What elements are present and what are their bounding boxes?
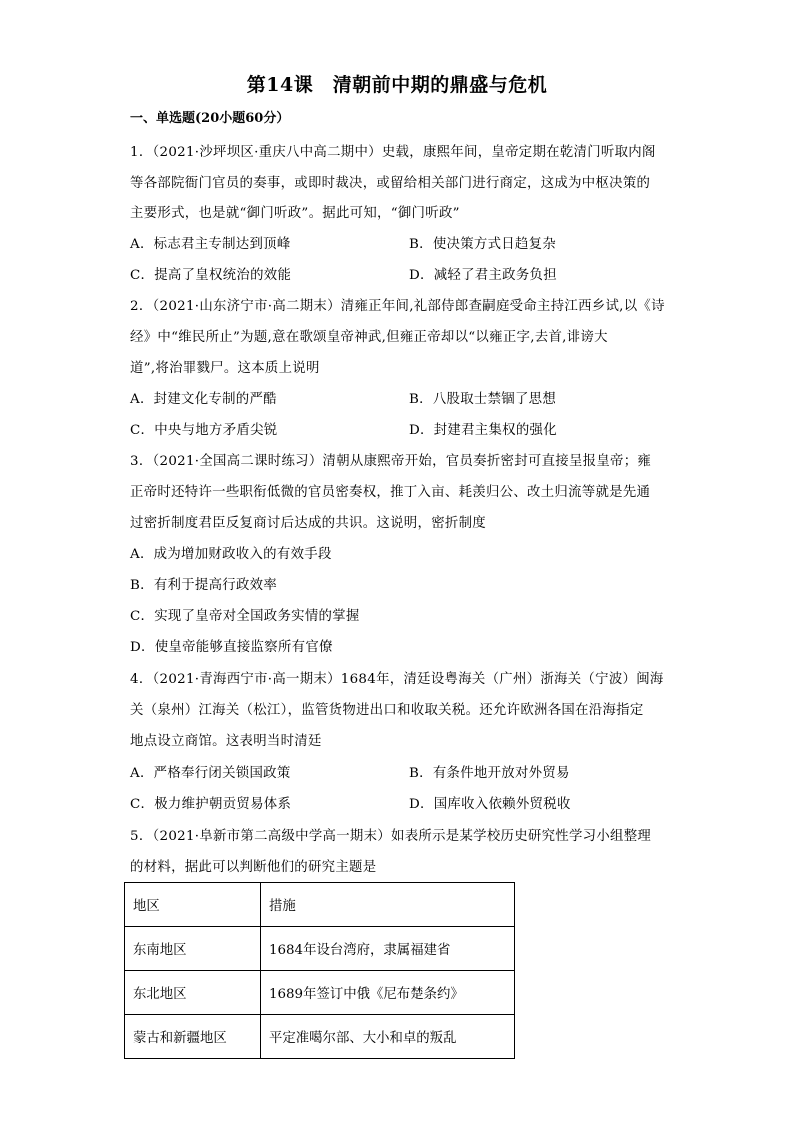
question-1-line-1: 1．（2021·沙坪坝区·重庆八中高二期中）史载，康熙年间，皇帝定期在乾清门听取内阁 [130, 145, 656, 160]
table-cell-region: 东南地区 [125, 927, 261, 971]
question-4-option-d: D．国库收入依赖外贸税收 [409, 797, 571, 812]
question-3-option-c: C．实现了皇帝对全国政务实情的掌握 [130, 609, 360, 624]
question-2-line-2: 经》中“维民所止”为题,意在歌颂皇帝神武,但雍正帝却以“以雍正字,去首,诽谤大 [130, 330, 608, 345]
table-row [125, 927, 515, 971]
question-1-option-a: A．标志君主专制达到顶峰 [130, 237, 291, 252]
question-4-line-1: 4．（2021·青海西宁市·高一期末）1684年，清廷设粤海关（广州）浙海关（宁波）闽海 [130, 672, 664, 687]
table-cell-measure: 1689年签订中俄《尼布楚条约》 [261, 971, 515, 1015]
section-heading: 一、单选题(20小题60分） [130, 111, 290, 126]
question-4-option-a: A．严格奉行闭关锁国政策 [130, 766, 291, 781]
question-5-line-2: 的材料，据此可以判断他们的研究主题是 [130, 860, 377, 875]
question-4-line-2: 关（泉州）江海关（松江），监管货物进出口和收取关税。还允许欧洲各国在沿海指定 [130, 703, 644, 718]
question-3-option-b: B．有利于提高行政效率 [130, 578, 278, 593]
table-header-region: 地区 [125, 883, 261, 927]
question-2-line-3: 道”,将治罪戮尸。这本质上说明 [130, 361, 320, 376]
question-4-line-3: 地点设立商馆。这表明当时清廷 [130, 734, 322, 749]
question-1-line-2: 等各部院衙门官员的奏事，或即时裁决，或留给相关部门进行商定，这成为中枢决策的 [130, 176, 651, 191]
question-5-line-1: 5．（2021·阜新市第二高级中学高一期末）如表所示是某学校历史研究性学习小组整理 [130, 829, 652, 844]
question-2-option-a: A．封建文化专制的严酷 [130, 392, 277, 407]
table-header-row [125, 883, 515, 927]
table-row [125, 971, 515, 1015]
question-2-option-b: B．八股取士禁锢了思想 [409, 392, 557, 407]
question-2-option-c: C．中央与地方矛盾尖锐 [130, 423, 278, 438]
question-1-option-c: C．提高了皇权统治的效能 [130, 268, 292, 283]
question-4-option-b: B．有条件地开放对外贸易 [409, 766, 570, 781]
question-3-line-3: 过密折制度君臣反复商讨后达成的共识。这说明，密折制度 [130, 516, 486, 531]
table-row [125, 1015, 515, 1059]
question-1-line-3: 主要形式，也是就“御门听政”。据此可知，“御门听政” [130, 206, 460, 221]
question-1-option-b: B．使决策方式日趋复杂 [409, 237, 557, 252]
table-cell-region: 蒙古和新疆地区 [125, 1015, 261, 1059]
table-cell-measure: 平定准噶尔部、大小和卓的叛乱 [261, 1015, 515, 1059]
page-title: 第14课 清朝前中期的鼎盛与危机 [246, 74, 548, 96]
question-3-line-1: 3．（2021·全国高二课时练习）清朝从康熙帝开始，官员奏折密封可直接呈报皇帝；雍 [130, 454, 652, 469]
question-3-option-a: A．成为增加财政收入的有效手段 [130, 547, 332, 562]
question-3-option-d: D．使皇帝能够直接监察所有官僚 [130, 640, 333, 655]
question-3-line-2: 正帝时还特许一些职衔低微的官员密奏权，推丁入亩、耗羡归公、改土归流等就是先通 [130, 485, 651, 500]
table-header-measure: 措施 [261, 883, 515, 927]
table-cell-region: 东北地区 [125, 971, 261, 1015]
measures-table [124, 882, 515, 1059]
table-cell-measure: 1684年设台湾府，隶属福建省 [261, 927, 515, 971]
question-4-option-c: C．极力维护朝贡贸易体系 [130, 797, 292, 812]
question-2-option-d: D．封建君主集权的强化 [409, 423, 557, 438]
question-2-line-1: 2．（2021·山东济宁市·高二期末）清雍正年间,礼部侍郎查嗣庭受命主持江西乡试,以《诗 [130, 299, 665, 314]
question-1-option-d: D．减轻了君主政务负担 [409, 268, 557, 283]
